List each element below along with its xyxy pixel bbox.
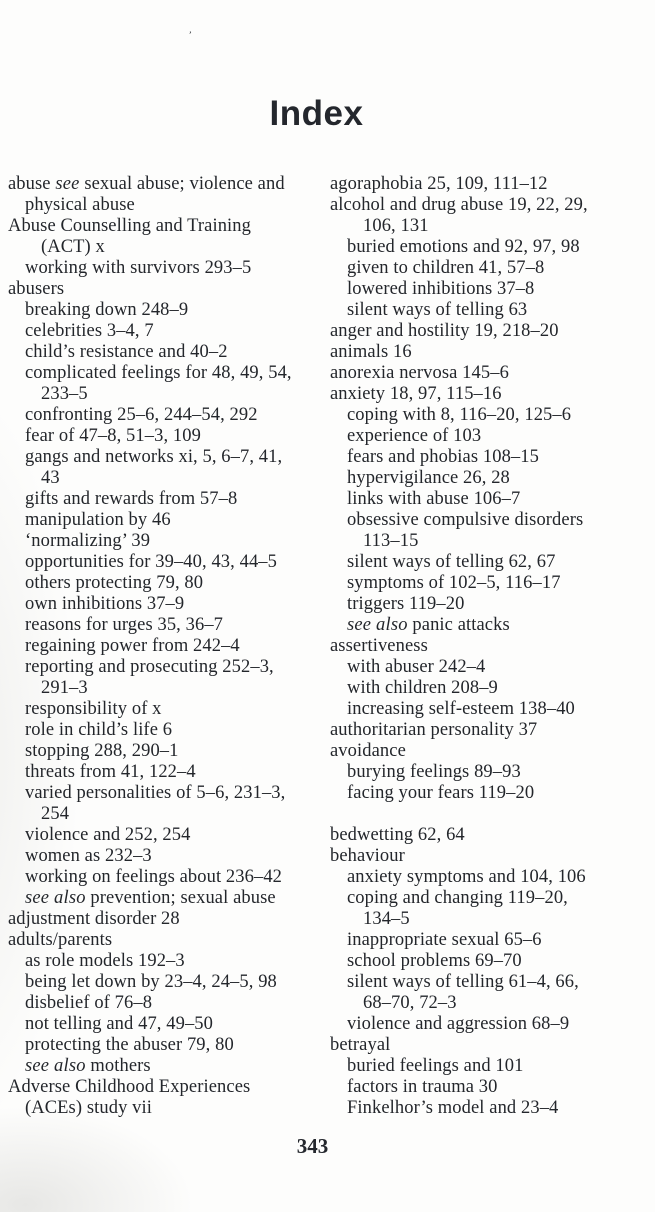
index-line: anger and hostility 19, 218–20 xyxy=(330,321,559,341)
index-line: child’s resistance and 40–2 xyxy=(25,342,228,362)
index-line: working on feelings about 236–42 xyxy=(25,867,283,887)
index-line: 254 xyxy=(41,804,70,824)
index-line: adjustment disorder 28 xyxy=(8,909,180,929)
index-line: school problems 69–70 xyxy=(347,951,522,971)
index-line: complicated feelings for 48, 49, 54, xyxy=(25,363,292,383)
index-line: alcohol and drug abuse 19, 22, 29, xyxy=(330,195,588,215)
page-title: Index xyxy=(269,94,364,133)
index-line: experience of 103 xyxy=(347,426,482,446)
index-line: animals 16 xyxy=(330,342,412,362)
index-line: silent ways of telling 62, 67 xyxy=(347,552,556,572)
index-line: triggers 119–20 xyxy=(347,594,465,614)
index-line: inappropriate sexual 65–6 xyxy=(347,930,542,950)
index-line: 291–3 xyxy=(41,678,88,698)
index-line: silent ways of telling 63 xyxy=(347,300,528,320)
index-line: others protecting 79, 80 xyxy=(25,573,204,593)
index-line: own inhibitions 37–9 xyxy=(25,594,185,614)
index-line: bedwetting 62, 64 xyxy=(330,825,465,845)
index-line: given to children 41, 57–8 xyxy=(347,258,545,278)
index-line: women as 232–3 xyxy=(25,846,152,866)
index-line: breaking down 248–9 xyxy=(25,300,189,320)
index-line: Finkelhor’s model and 23–4 xyxy=(347,1098,559,1118)
index-line: 134–5 xyxy=(363,909,410,929)
index-line: links with abuse 106–7 xyxy=(347,489,521,509)
index-line: buried feelings and 101 xyxy=(347,1056,524,1076)
index-line: Abuse Counselling and Training xyxy=(8,216,251,236)
index-line: disbelief of 76–8 xyxy=(25,993,153,1013)
index-columns xyxy=(8,174,655,1119)
index-line: agoraphobia 25, 109, 111–12 xyxy=(330,174,548,194)
index-line: opportunities for 39–40, 43, 44–5 xyxy=(25,552,278,572)
index-line: with children 208–9 xyxy=(347,678,498,698)
index-line: 113–15 xyxy=(363,531,419,551)
index-line: obsessive compulsive disorders xyxy=(347,510,584,530)
index-line: symptoms of 102–5, 116–17 xyxy=(347,573,561,593)
index-line: authoritarian personality 37 xyxy=(330,720,538,740)
index-line: celebrities 3–4, 7 xyxy=(25,321,154,341)
index-line: responsibility of x xyxy=(25,699,162,719)
index-line: Adverse Childhood Experiences xyxy=(8,1077,251,1097)
index-line: reporting and prosecuting 252–3, xyxy=(25,657,274,677)
scan-speck-artifact: ʼ xyxy=(186,29,193,42)
blank-line xyxy=(330,804,655,825)
index-line: not telling and 47, 49–50 xyxy=(25,1014,213,1034)
index-line: working with survivors 293–5 xyxy=(25,258,252,278)
index-line: coping and changing 119–20, xyxy=(347,888,568,908)
index-line: buried emotions and 92, 97, 98 xyxy=(347,237,580,257)
index-line: protecting the abuser 79, 80 xyxy=(25,1035,234,1055)
index-column-left xyxy=(8,174,330,1119)
index-line: fear of 47–8, 51–3, 109 xyxy=(25,426,201,446)
index-line: lowered inhibitions 37–8 xyxy=(347,279,535,299)
index-line: anxiety symptoms and 104, 106 xyxy=(347,867,586,887)
index-line: abuse see sexual abuse; violence and xyxy=(8,174,285,194)
index-line: being let down by 23–4, 24–5, 98 xyxy=(25,972,277,992)
index-line: gangs and networks xi, 5, 6–7, 41, xyxy=(25,447,283,467)
index-line: factors in trauma 30 xyxy=(347,1077,498,1097)
index-line: abusers xyxy=(8,279,65,299)
index-line: behaviour xyxy=(330,846,405,866)
index-line: 233–5 xyxy=(41,384,88,404)
index-line: see also mothers xyxy=(25,1056,151,1076)
index-line: threats from 41, 122–4 xyxy=(25,762,196,782)
page-number: 343 xyxy=(296,1134,329,1158)
index-line: regaining power from 242–4 xyxy=(25,636,240,656)
index-line: silent ways of telling 61–4, 66, xyxy=(347,972,579,992)
index-line: violence and aggression 68–9 xyxy=(347,1014,570,1034)
index-line: with abuser 242–4 xyxy=(347,657,486,677)
index-column-right xyxy=(330,174,655,1119)
index-line: reasons for urges 35, 36–7 xyxy=(25,615,224,635)
index-line: role in child’s life 6 xyxy=(25,720,173,740)
index-line: see also panic attacks xyxy=(347,615,510,635)
index-line: assertiveness xyxy=(330,636,428,656)
index-line: 68–70, 72–3 xyxy=(363,993,457,1013)
index-line: fears and phobias 108–15 xyxy=(347,447,539,467)
index-line: facing your fears 119–20 xyxy=(347,783,535,803)
index-line: betrayal xyxy=(330,1035,391,1055)
index-line: coping with 8, 116–20, 125–6 xyxy=(347,405,572,425)
index-line: 106, 131 xyxy=(363,216,429,236)
index-line: ‘normalizing’ 39 xyxy=(25,531,151,551)
index-line: see also prevention; sexual abuse xyxy=(25,888,276,908)
index-line: anorexia nervosa 145–6 xyxy=(330,363,509,383)
index-line: gifts and rewards from 57–8 xyxy=(25,489,238,509)
index-line: increasing self-esteem 138–40 xyxy=(347,699,575,719)
index-line: varied personalities of 5–6, 231–3, xyxy=(25,783,286,803)
index-line: hypervigilance 26, 28 xyxy=(347,468,510,488)
index-line: burying feelings 89–93 xyxy=(347,762,521,782)
index-line: violence and 252, 254 xyxy=(25,825,191,845)
index-line: physical abuse xyxy=(25,195,135,215)
index-line: confronting 25–6, 244–54, 292 xyxy=(25,405,258,425)
index-line: adults/parents xyxy=(8,930,113,950)
index-line: 43 xyxy=(41,468,60,488)
index-line: manipulation by 46 xyxy=(25,510,171,530)
index-line: (ACEs) study vii xyxy=(25,1098,152,1118)
index-line: (ACT) x xyxy=(41,237,105,257)
index-line: stopping 288, 290–1 xyxy=(25,741,179,761)
index-line: avoidance xyxy=(330,741,406,761)
index-line: anxiety 18, 97, 115–16 xyxy=(330,384,502,404)
index-line: as role models 192–3 xyxy=(25,951,185,971)
